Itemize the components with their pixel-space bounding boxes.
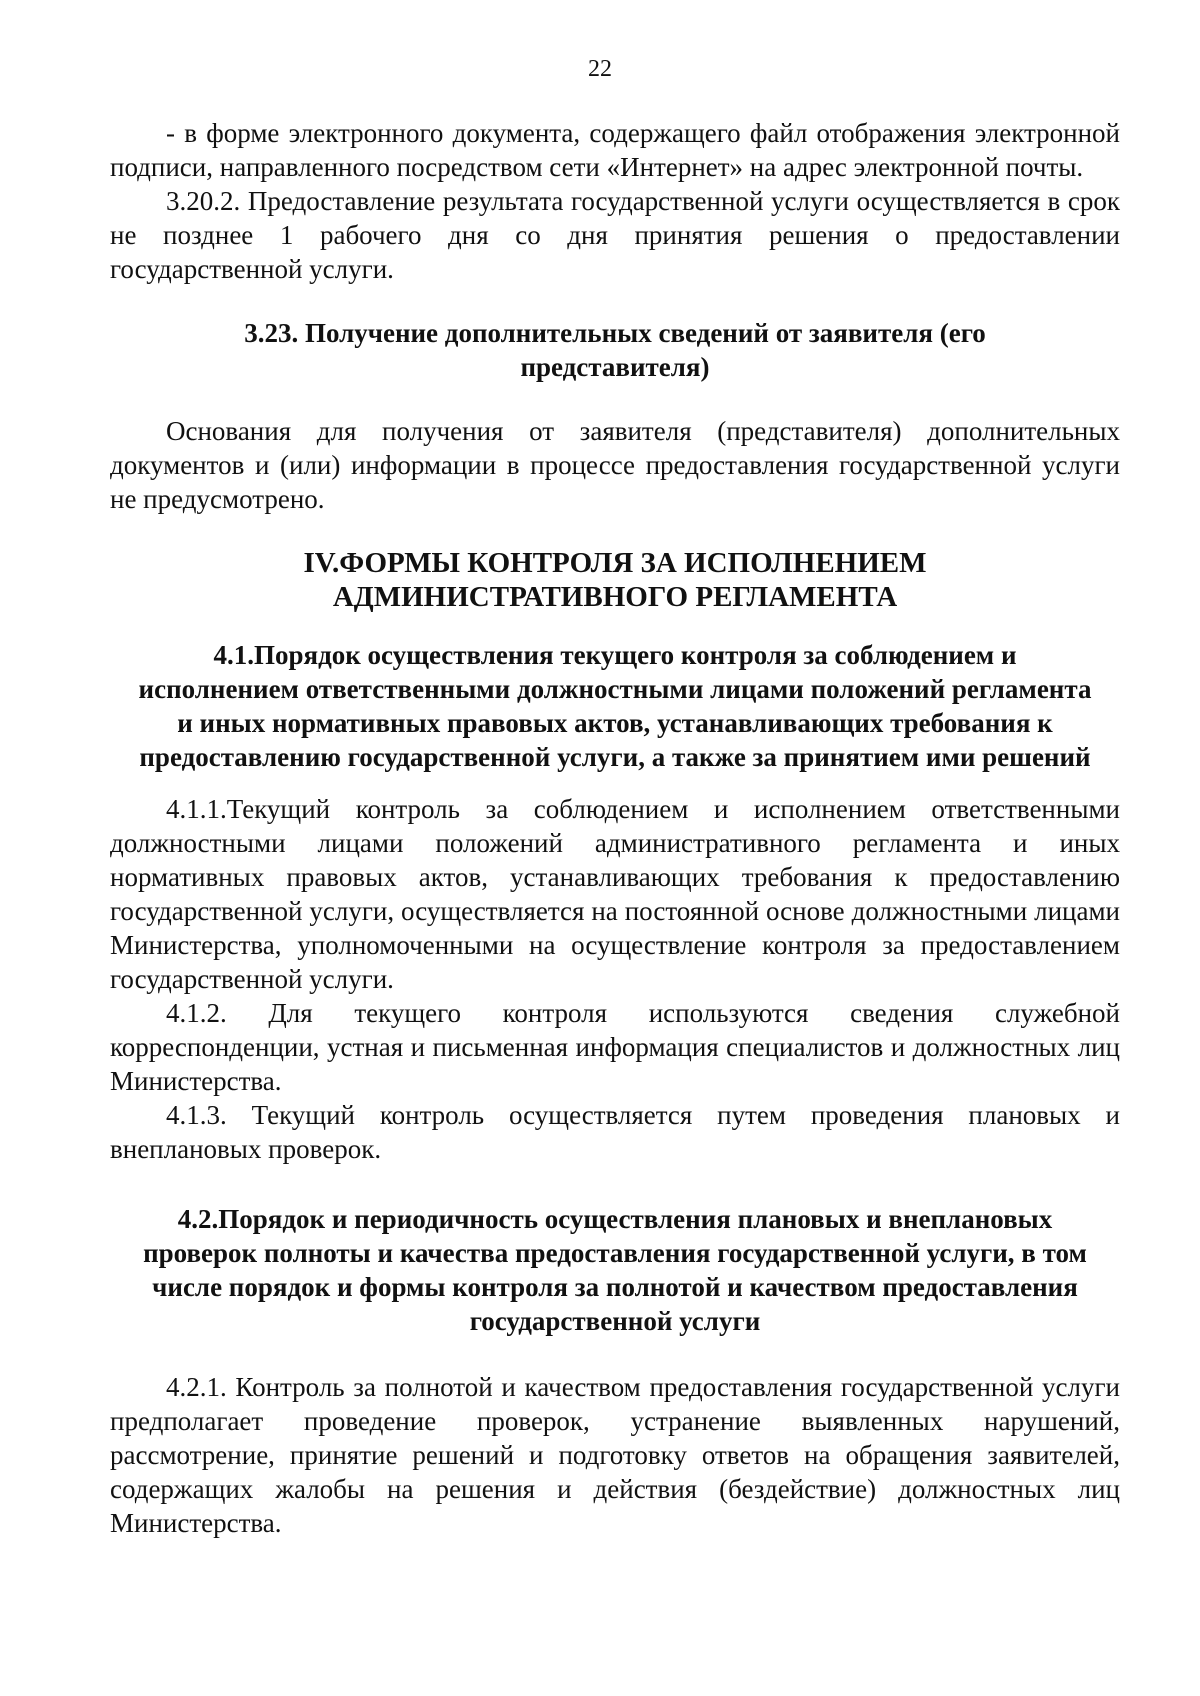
section-heading-iv: IV.ФОРМЫ КОНТРОЛЯ ЗА ИСПОЛНЕНИЕМ АДМИНИСТРАТИВНОГО РЕГЛАМЕНТА <box>303 547 927 613</box>
paragraph-4-1-2: 4.1.2. Для текущего контроля используются сведения служебной корреспонденции, устная и письменная информация специалистов и должностных лиц Министерства. <box>110 998 1120 1096</box>
paragraph-4-1-1: 4.1.1.Текущий контроль за соблюдением и исполнением ответственными должностными лицами положений административного регламента и иных нормативных правовых актов, устанавливающих требования к предоставлению государственной услуги, осуществляется на постоянной основе должностными лицами Министерства, уполномоченными на осуществление контроля за предоставлением государственной услуги. <box>110 794 1120 994</box>
heading-4-1: 4.1.Порядок осуществления текущего контроля за соблюдением и исполнением ответственными должностными лицами положений регламента и иных нормативных правовых актов, устанавливающих требования к предоставлению государственной услуги, а также за принятием ими решений <box>138 640 1092 772</box>
paragraph-4-1-3: 4.1.3. Текущий контроль осуществляется путем проведения плановых и внеплановых проверок. <box>110 1100 1120 1164</box>
heading-4-2: 4.2.Порядок и периодичность осуществления плановых и внеплановых проверок полноты и качества предоставления государственной услуги, в том числе порядок и формы контроля за полнотой и качеством предоставления государственной услуги <box>143 1204 1087 1336</box>
document-body <box>110 116 1120 1540</box>
paragraph-electronic-document: - в форме электронного документа, содержащего файл отображения электронной подписи, направленного посредством сети «Интернет» на адрес электронной почты. <box>110 118 1120 182</box>
paragraph-3-20-2: 3.20.2. Предоставление результата государственной услуги осуществляется в срок не позднее 1 рабочего дня со дня принятия решения о предоставлении государственной услуги. <box>110 186 1120 284</box>
paragraph-4-2-1: 4.2.1. Контроль за полнотой и качеством предоставления государственной услуги предполагает проведение проверок, устранение выявленных нарушений, рассмотрение, принятие решений и подготовку ответов на обращения заявителей, содержащих жалобы на решения и действия (бездействие) должностных лиц Министерства. <box>110 1372 1120 1538</box>
page-number: 22 <box>588 56 612 82</box>
heading-3-23: 3.23. Получение дополнительных сведений от заявителя (его представителя) <box>244 318 986 382</box>
paragraph-additional-info: Основания для получения от заявителя (представителя) дополнительных документов и (или) информации в процессе предоставления государственной услуги не предусмотрено. <box>110 416 1120 514</box>
